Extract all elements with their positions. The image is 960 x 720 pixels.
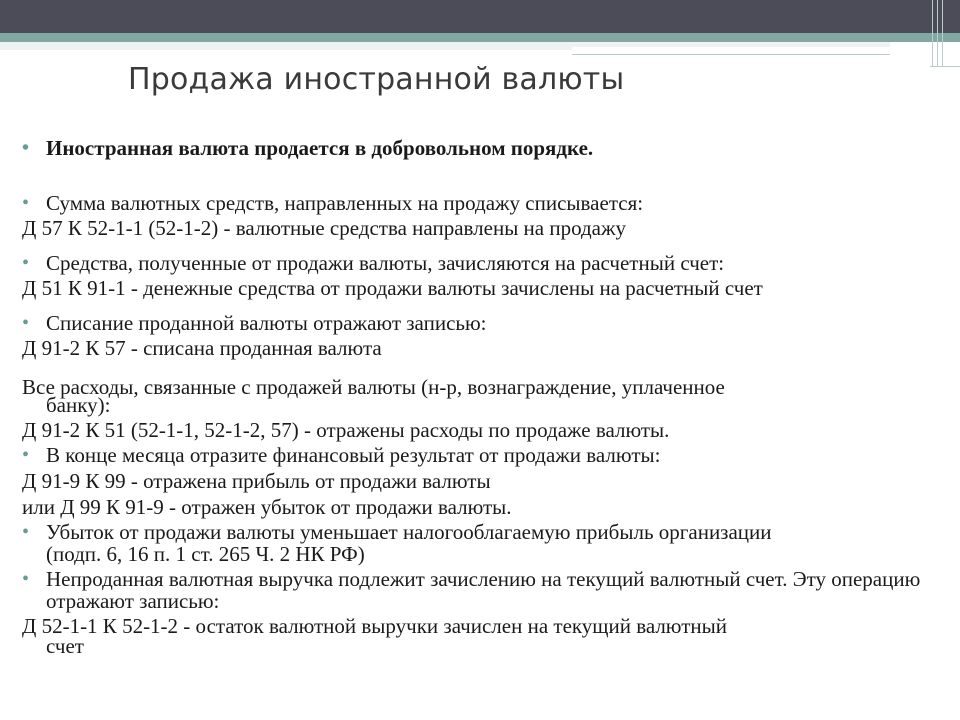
entry-line: Д 91-2 К 57 - списана проданная валюта (22, 336, 382, 360)
top-light-bar (0, 42, 572, 50)
bullet-line: • Иностранная валюта продается в добровольном порядке. (22, 137, 947, 159)
bullet-line: • Списание проданной валюты отражают записью: (22, 312, 947, 334)
entry-line: счет (46, 634, 84, 658)
bullet-line: • Непроданная валютная выручка подлежит зачислению на текущий валютный счет. Эту операцию отражают записью: (22, 568, 951, 612)
decor-vertical-line (942, 0, 943, 66)
text-line: банку): (46, 393, 111, 417)
entry-line: или Д 99 К 91-9 - отражен убыток от продажи валюты. (22, 495, 512, 519)
text-line: Все расходы, связанные с продажей валюты (н-р, вознаграждение, уплаченное (22, 375, 725, 399)
entry-line: Д 57 К 52-1-1 (52-1-2) - валютные средства направлены на продажу (22, 216, 627, 240)
top-teal-bar (0, 33, 960, 42)
bullet-line: • В конце месяца отразите финансовый результат от продажи валюты: (22, 444, 947, 466)
decor-vertical-line (932, 0, 933, 66)
decor-vertical-line (937, 0, 938, 66)
bullet-line: • Убыток от продажи валюты уменьшает налогооблагаемую прибыль организации (подп. 6, 16 п. 1 ст. 265 Ч. 2 НК РФ) (22, 521, 806, 565)
decor-horizontal-line (572, 54, 890, 55)
entry-line: Д 91-9 К 99 - отражена прибыль от продажи валюты (22, 469, 491, 493)
top-light-thin-bar (572, 42, 890, 47)
decor-horizontal-line (930, 66, 960, 67)
slide-title: Продажа иностранной валюты (128, 62, 625, 97)
entry-line: Д 52-1-1 К 52-1-2 - остаток валютной выручки зачислен на текущий валютный (22, 614, 727, 638)
entry-line: Д 51 К 91-1 - денежные средства от продажи валюты зачислены на расчетный счет (22, 276, 763, 300)
top-right-block (930, 0, 960, 33)
slide-body (22, 131, 947, 657)
bullet-line: • Средства, полученные от продажи валюты, зачисляются на расчетный счет: (22, 252, 947, 274)
entry-line: Д 91-2 К 51 (52-1-1, 52-1-2, 57) - отражены расходы по продаже валюты. (22, 418, 670, 442)
bullet-line: • Сумма валютных средств, направленных на продажу списывается: (22, 192, 947, 214)
top-dark-bar (0, 0, 960, 33)
